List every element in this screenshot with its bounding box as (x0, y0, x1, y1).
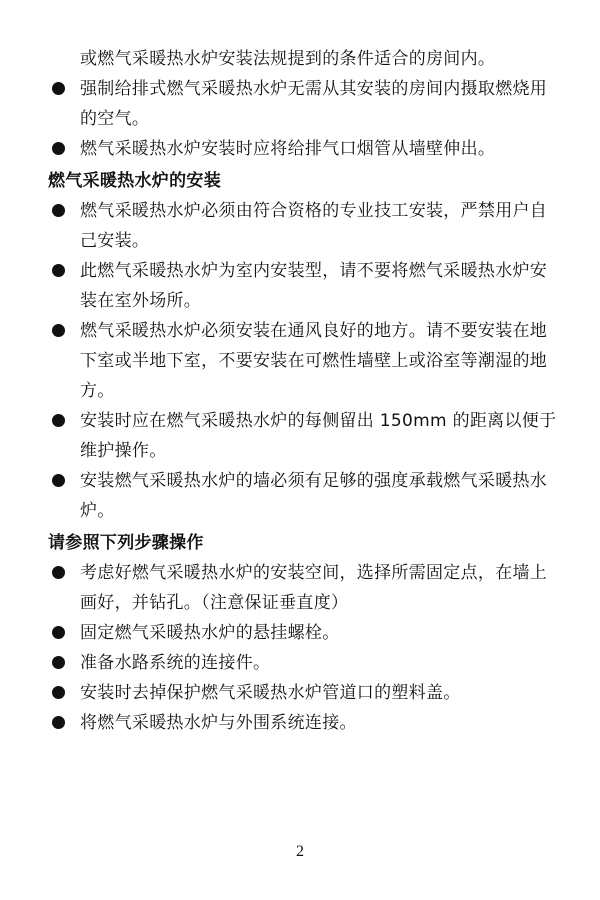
list-item-text: 安装燃气采暖热水炉的墙必须有足够的强度承载燃气采暖热水炉。 (80, 471, 548, 521)
bullet-dot-icon (52, 324, 65, 337)
bullet-dot-icon (52, 474, 65, 487)
list-item (48, 708, 560, 738)
bullet-dot-icon (52, 142, 65, 155)
bullet-dot-icon (52, 204, 65, 217)
bullet-dot-icon (52, 716, 65, 729)
list-item (48, 256, 560, 316)
list-item (48, 134, 560, 164)
list-item-text: 燃气采暖热水炉必须安装在通风良好的地方。请不要安装在地下室或半地下室，不要安装在可燃性墙壁上或浴室等潮湿的地方。 (80, 321, 548, 401)
list-item (48, 648, 560, 678)
section-heading-install: 燃气采暖热水炉的安装 (48, 171, 221, 191)
list-item-text: 安装时应在燃气采暖热水炉的每侧留出 150mm 的距离以便于维护操作。 (80, 411, 557, 461)
bullet-dot-icon (52, 264, 65, 277)
page-number: 2 (296, 843, 304, 860)
list-item (48, 618, 560, 648)
bullet-dot-icon (52, 656, 65, 669)
list-item-text: 强制给排式燃气采暖热水炉无需从其安装的房间内摄取燃烧用的空气。 (80, 79, 548, 129)
list-item (48, 466, 560, 526)
list-item (48, 316, 560, 406)
bullet-dot-icon (52, 566, 65, 579)
list-item (48, 74, 560, 134)
list-item-text: 此燃气采暖热水炉为室内安装型，请不要将燃气采暖热水炉安装在室外场所。 (80, 261, 548, 311)
list-item-text: 准备水路系统的连接件。 (80, 653, 271, 673)
bullet-dot-icon (52, 686, 65, 699)
list-item-text: 考虑好燃气采暖热水炉的安装空间，选择所需固定点，在墙上画好，并钻孔。（注意保证垂直度） (80, 563, 548, 613)
list-item-text: 固定燃气采暖热水炉的悬挂螺栓。 (80, 623, 340, 643)
list-item-text: 燃气采暖热水炉安装时应将给排气口烟管从墙壁伸出。 (80, 139, 496, 159)
list-item (48, 406, 560, 466)
bullet-dot-icon (52, 414, 65, 427)
list-item (48, 196, 560, 256)
list-item (48, 678, 560, 708)
list-item-text: 将燃气采暖热水炉与外围系统连接。 (80, 713, 357, 733)
continuation-text: 或燃气采暖热水炉安装法规提到的条件适合的房间内。 (80, 49, 496, 69)
content-body (48, 74, 560, 738)
bullet-dot-icon (52, 626, 65, 639)
list-item-text: 燃气采暖热水炉必须由符合资格的专业技工安装，严禁用户自己安装。 (80, 201, 548, 251)
list-item (48, 558, 560, 618)
section-heading-steps: 请参照下列步骤操作 (48, 533, 204, 553)
bullet-dot-icon (52, 82, 65, 95)
list-item-text: 安装时去掉保护燃气采暖热水炉管道口的塑料盖。 (80, 683, 461, 703)
